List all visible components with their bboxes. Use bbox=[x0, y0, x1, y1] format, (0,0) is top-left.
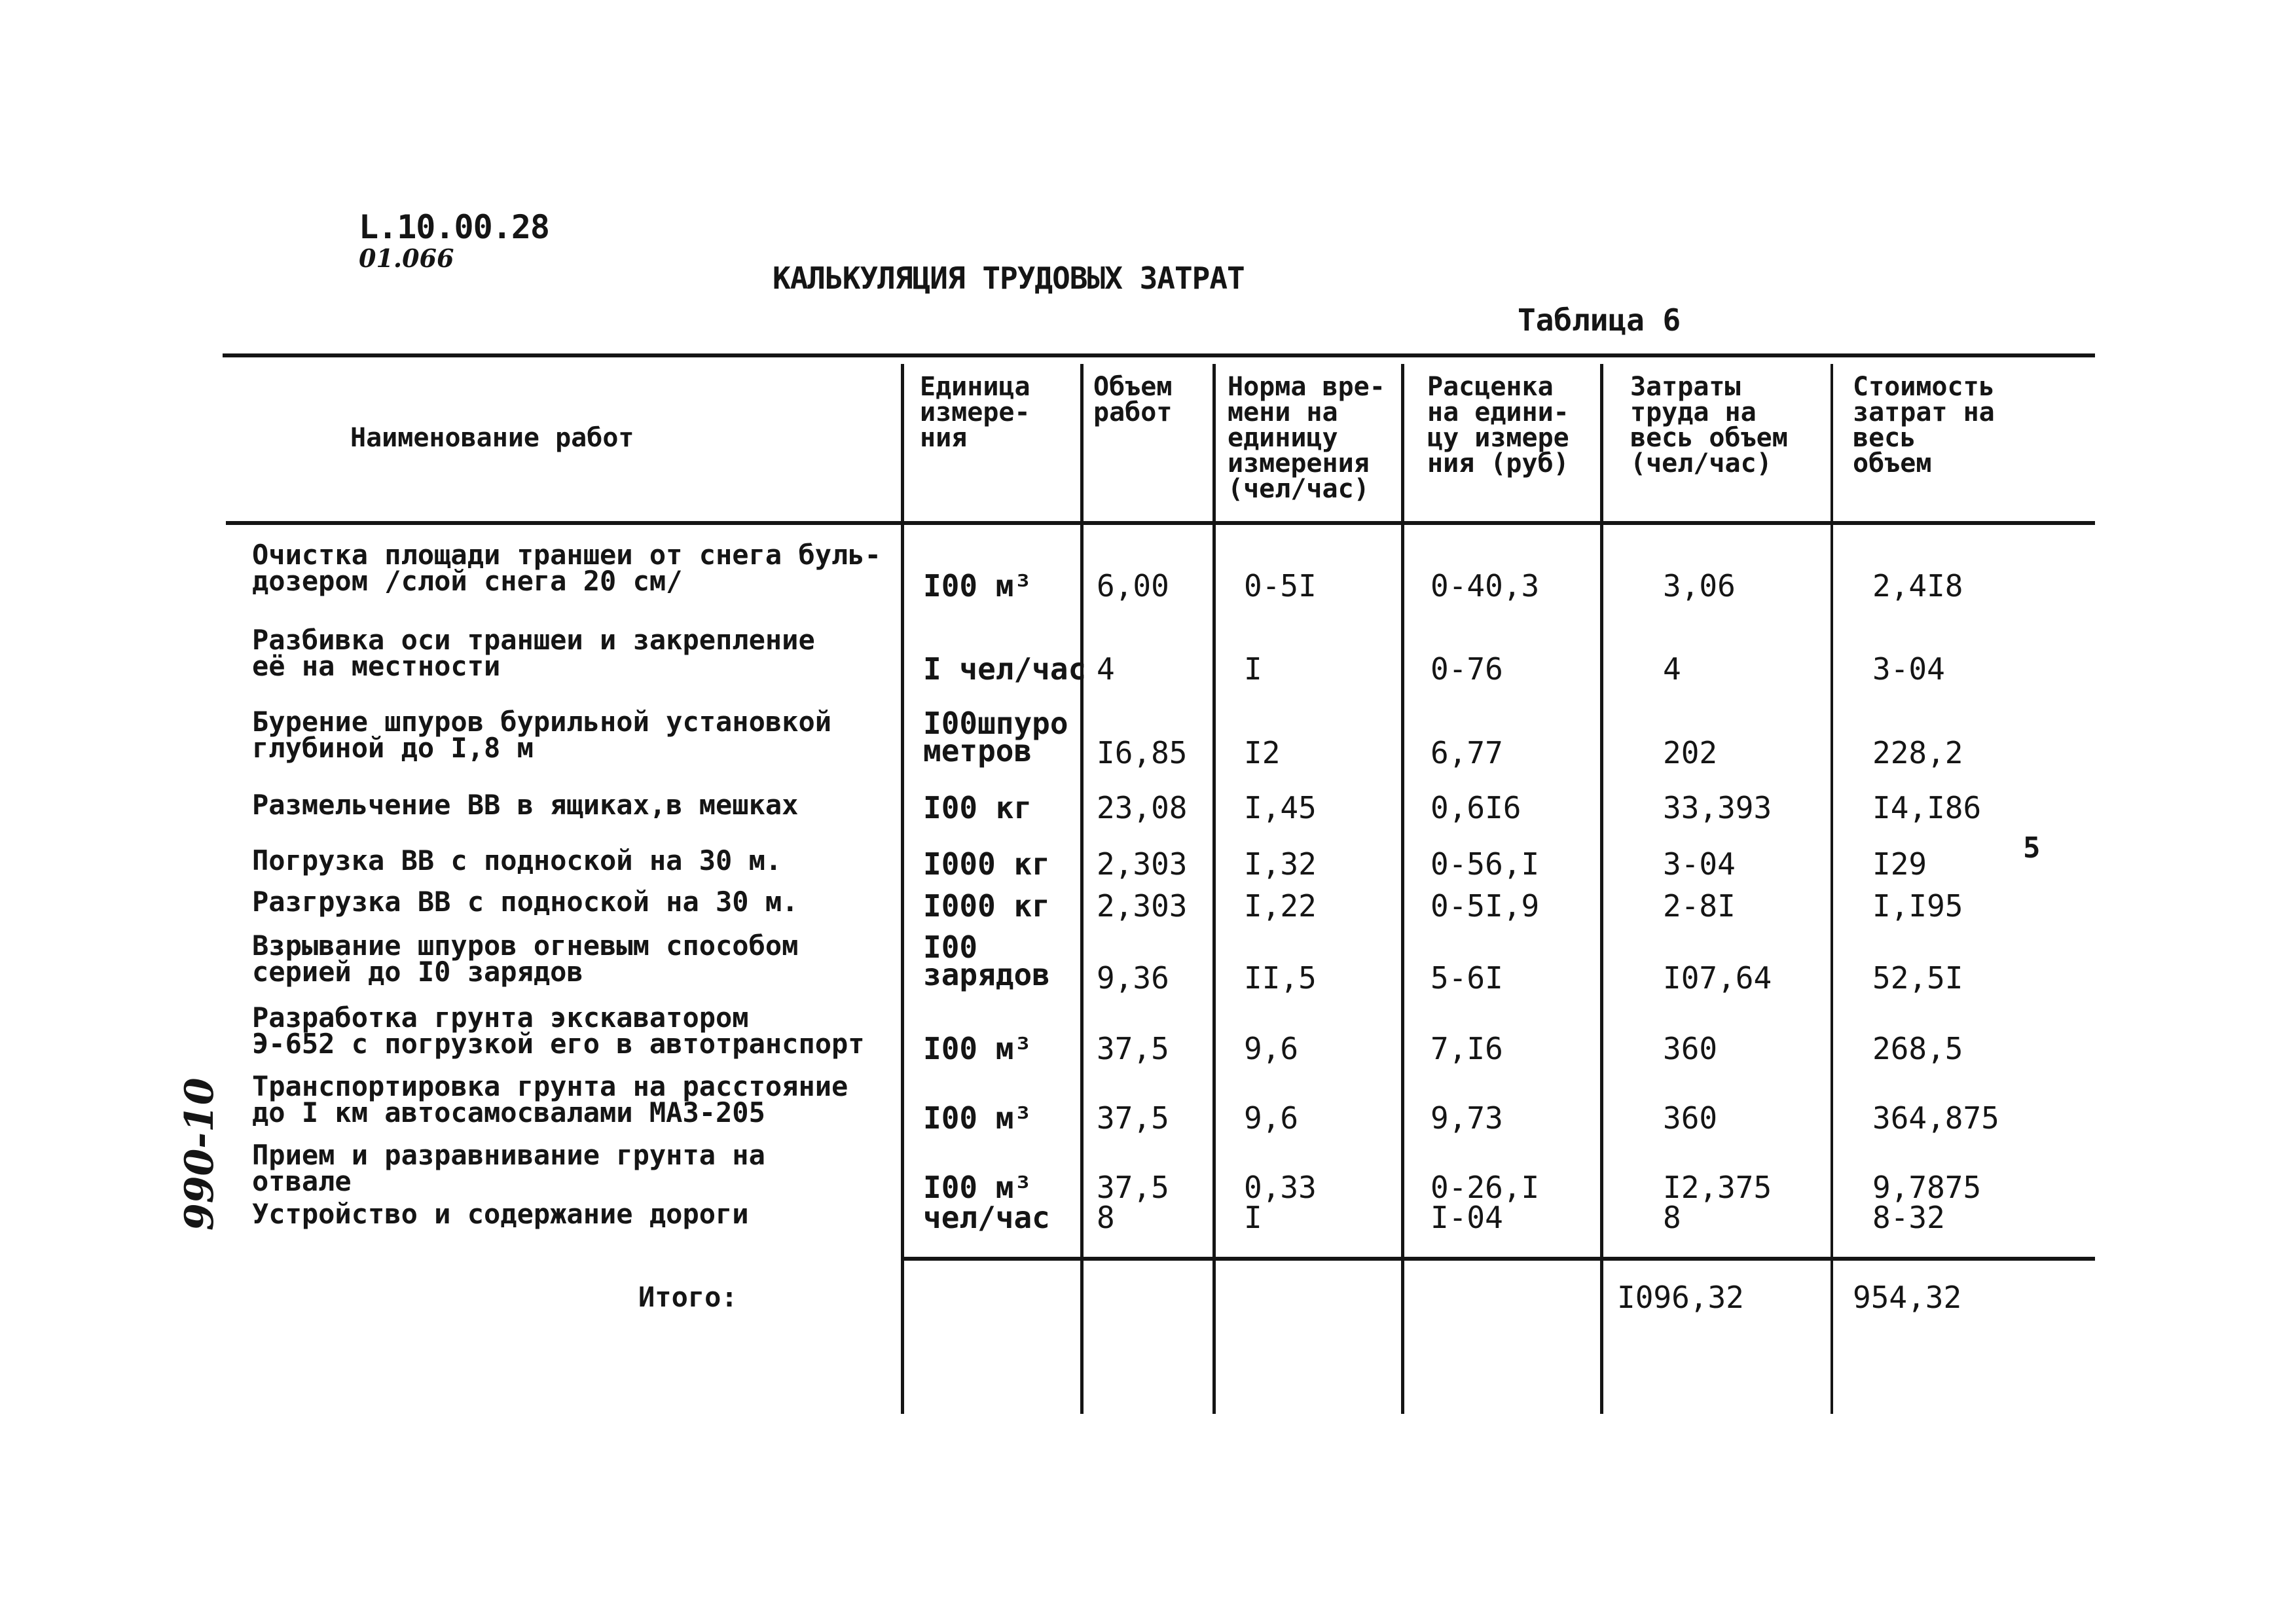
row-9-work-name: до I км автосамосвалами МАЗ-205 bbox=[252, 1096, 765, 1128]
row-6-cost: I,I95 bbox=[1872, 888, 1963, 924]
row-3-labor: 202 bbox=[1663, 735, 1718, 770]
total-label: Итого: bbox=[638, 1281, 738, 1313]
col-divider-5 bbox=[1600, 364, 1603, 1414]
header-cost-line: объем bbox=[1853, 448, 1932, 478]
row-4-cost: I4,I86 bbox=[1872, 790, 1982, 825]
row-7-norm: II,5 bbox=[1244, 960, 1317, 996]
row-4-labor: 33,393 bbox=[1663, 790, 1772, 825]
row-10-norm: 0,33 bbox=[1244, 1170, 1317, 1205]
page-title: КАЛЬКУЛЯЦИЯ ТРУДОВЫХ ЗАТРАТ bbox=[773, 261, 1245, 296]
header-unit-line: ния bbox=[920, 423, 968, 453]
header-norm-line: Норма вре- bbox=[1228, 372, 1385, 402]
header-work-name-line: Наименование работ bbox=[350, 423, 634, 453]
row-8-volume: 37,5 bbox=[1097, 1031, 1169, 1066]
header-cost-line: весь bbox=[1853, 423, 1916, 453]
row-4-work-name: Размельчение ВВ в ящиках,в мешках bbox=[252, 789, 799, 821]
row-4-norm: I,45 bbox=[1244, 790, 1317, 825]
row-5-unit: I000 кг bbox=[923, 846, 1050, 882]
row-11-unit: чел/час bbox=[923, 1200, 1050, 1235]
row-7-volume: 9,36 bbox=[1097, 960, 1169, 996]
row-7-unit: зарядов bbox=[923, 957, 1050, 992]
row-4-price: 0,6I6 bbox=[1430, 790, 1522, 825]
total-labor: I096,32 bbox=[1617, 1280, 1744, 1315]
row-1-volume: 6,00 bbox=[1097, 568, 1169, 604]
row-2-unit: I чел/час bbox=[923, 651, 1087, 687]
row-7-cost: 52,5I bbox=[1872, 960, 1963, 996]
row-11-volume: 8 bbox=[1097, 1200, 1115, 1235]
header-labor-line: Затраты bbox=[1630, 372, 1741, 402]
row-9-work-name: Транспортировка грунта на расстояние bbox=[252, 1070, 848, 1102]
header-unit-line: измере- bbox=[920, 397, 1030, 427]
col-divider-3 bbox=[1212, 364, 1216, 1414]
row-3-volume: I6,85 bbox=[1097, 735, 1188, 770]
row-8-labor: 360 bbox=[1663, 1031, 1718, 1066]
row-3-price: 6,77 bbox=[1430, 735, 1503, 770]
header-labor-line: труда на bbox=[1630, 397, 1757, 427]
row-10-work-name: отвале bbox=[252, 1165, 352, 1197]
row-10-labor: I2,375 bbox=[1663, 1170, 1772, 1205]
row-8-work-name: Разработка грунта экскаватором bbox=[252, 1001, 749, 1034]
row-10-work-name: Прием и разравнивание грунта на bbox=[252, 1139, 765, 1171]
row-1-unit: I00 м³ bbox=[923, 568, 1032, 604]
col-divider-6 bbox=[1831, 364, 1833, 1414]
row-11-cost: 8-32 bbox=[1872, 1200, 1945, 1235]
header-volume-line: Объем bbox=[1093, 372, 1173, 402]
row-3-cost: 228,2 bbox=[1872, 735, 1963, 770]
row-10-price: 0-26,I bbox=[1430, 1170, 1540, 1205]
row-4-unit: I00 кг bbox=[923, 790, 1032, 825]
header-norm-line: мени на bbox=[1228, 397, 1338, 427]
row-7-unit: I00 bbox=[923, 929, 978, 965]
row-1-norm: 0-5I bbox=[1244, 568, 1317, 604]
row-3-unit: метров bbox=[923, 733, 1032, 768]
col-divider-4 bbox=[1401, 364, 1404, 1414]
row-5-price: 0-56,I bbox=[1430, 846, 1540, 882]
header-labor-line: (чел/час) bbox=[1630, 448, 1772, 478]
row-6-unit: I000 кг bbox=[923, 888, 1050, 924]
row-9-volume: 37,5 bbox=[1097, 1100, 1169, 1136]
row-2-cost: 3-04 bbox=[1872, 651, 1945, 687]
row-9-unit: I00 м³ bbox=[923, 1100, 1032, 1136]
header-volume-line: работ bbox=[1093, 397, 1173, 427]
row-1-labor: 3,06 bbox=[1663, 568, 1736, 604]
col-divider-2 bbox=[1080, 364, 1084, 1414]
row-6-labor: 2-8I bbox=[1663, 888, 1736, 924]
row-8-norm: 9,6 bbox=[1244, 1031, 1299, 1066]
total-cost: 954,32 bbox=[1853, 1280, 1962, 1315]
row-1-cost: 2,4I8 bbox=[1872, 568, 1963, 604]
row-9-price: 9,73 bbox=[1430, 1100, 1503, 1136]
row-1-price: 0-40,3 bbox=[1430, 568, 1540, 604]
row-11-norm: I bbox=[1244, 1200, 1262, 1235]
row-2-labor: 4 bbox=[1663, 651, 1681, 687]
table-header-rule bbox=[226, 521, 2095, 525]
row-5-norm: I,32 bbox=[1244, 846, 1317, 882]
row-11-price: I-04 bbox=[1430, 1200, 1503, 1235]
row-6-volume: 2,303 bbox=[1097, 888, 1188, 924]
document-subcode: 01.066 bbox=[359, 244, 454, 273]
table-number: Таблица 6 bbox=[1518, 302, 1681, 338]
row-8-unit: I00 м³ bbox=[923, 1031, 1032, 1066]
row-6-work-name: Разгрузка ВВ с подноской на 30 м. bbox=[252, 886, 799, 918]
row-8-cost: 268,5 bbox=[1872, 1031, 1963, 1066]
header-norm-line: (чел/час) bbox=[1228, 474, 1370, 504]
document-code: L.10.00.28 bbox=[359, 208, 550, 246]
row-5-work-name: Погрузка ВВ с подноской на 30 м. bbox=[252, 844, 782, 876]
row-7-work-name: серией до I0 зарядов bbox=[252, 956, 583, 988]
row-3-work-name: Бурение шпуров бурильной установкой bbox=[252, 706, 832, 738]
row-2-work-name: Разбивка оси траншеи и закрепление bbox=[252, 624, 815, 656]
row-2-norm: I bbox=[1244, 651, 1262, 687]
row-3-work-name: глубиной до I,8 м bbox=[252, 732, 534, 764]
header-cost-line: Стоимость bbox=[1853, 372, 1995, 402]
row-5-cost: I29 bbox=[1872, 846, 1927, 882]
header-price-line: на едини- bbox=[1427, 397, 1569, 427]
row-2-volume: 4 bbox=[1097, 651, 1115, 687]
row-1-work-name: дозером /слой снега 20 см/ bbox=[252, 565, 683, 597]
margin-mark: 5 bbox=[2023, 831, 2041, 865]
header-cost-line: затрат на bbox=[1853, 397, 1995, 427]
header-price-line: цу измере bbox=[1427, 423, 1569, 453]
table-top-rule bbox=[223, 353, 2095, 357]
row-10-cost: 9,7875 bbox=[1872, 1170, 1982, 1205]
header-norm-line: единицу bbox=[1228, 423, 1338, 453]
row-7-labor: I07,64 bbox=[1663, 960, 1772, 996]
row-3-unit: I00шпуро bbox=[923, 706, 1068, 741]
header-price-line: ния (руб) bbox=[1427, 448, 1569, 478]
header-price-line: Расценка bbox=[1427, 372, 1554, 402]
row-9-cost: 364,875 bbox=[1872, 1100, 1999, 1136]
row-8-work-name: Э-652 с погрузкой его в автотранспорт bbox=[252, 1028, 865, 1060]
row-11-labor: 8 bbox=[1663, 1200, 1681, 1235]
row-7-price: 5-6I bbox=[1430, 960, 1503, 996]
col-divider-1 bbox=[901, 364, 904, 1414]
row-4-volume: 23,08 bbox=[1097, 790, 1188, 825]
row-3-norm: I2 bbox=[1244, 735, 1281, 770]
row-7-work-name: Взрывание шпуров огневым способом bbox=[252, 929, 799, 962]
header-norm-line: измерения bbox=[1228, 448, 1370, 478]
row-2-price: 0-76 bbox=[1430, 651, 1503, 687]
row-5-volume: 2,303 bbox=[1097, 846, 1188, 882]
row-5-labor: 3-04 bbox=[1663, 846, 1736, 882]
header-unit-line: Единица bbox=[920, 372, 1030, 402]
side-label: 990-10 bbox=[177, 1077, 223, 1231]
row-1-work-name: Очистка площади траншеи от снега буль- bbox=[252, 539, 881, 571]
row-2-work-name: её на местности bbox=[252, 650, 501, 682]
row-9-labor: 360 bbox=[1663, 1100, 1718, 1136]
row-11-work-name: Устройство и содержание дороги bbox=[252, 1198, 749, 1230]
header-labor-line: весь объем bbox=[1630, 423, 1788, 453]
row-10-volume: 37,5 bbox=[1097, 1170, 1169, 1205]
row-6-price: 0-5I,9 bbox=[1430, 888, 1540, 924]
row-9-norm: 9,6 bbox=[1244, 1100, 1299, 1136]
row-6-norm: I,22 bbox=[1244, 888, 1317, 924]
row-8-price: 7,I6 bbox=[1430, 1031, 1503, 1066]
row-10-unit: I00 м³ bbox=[923, 1170, 1032, 1205]
